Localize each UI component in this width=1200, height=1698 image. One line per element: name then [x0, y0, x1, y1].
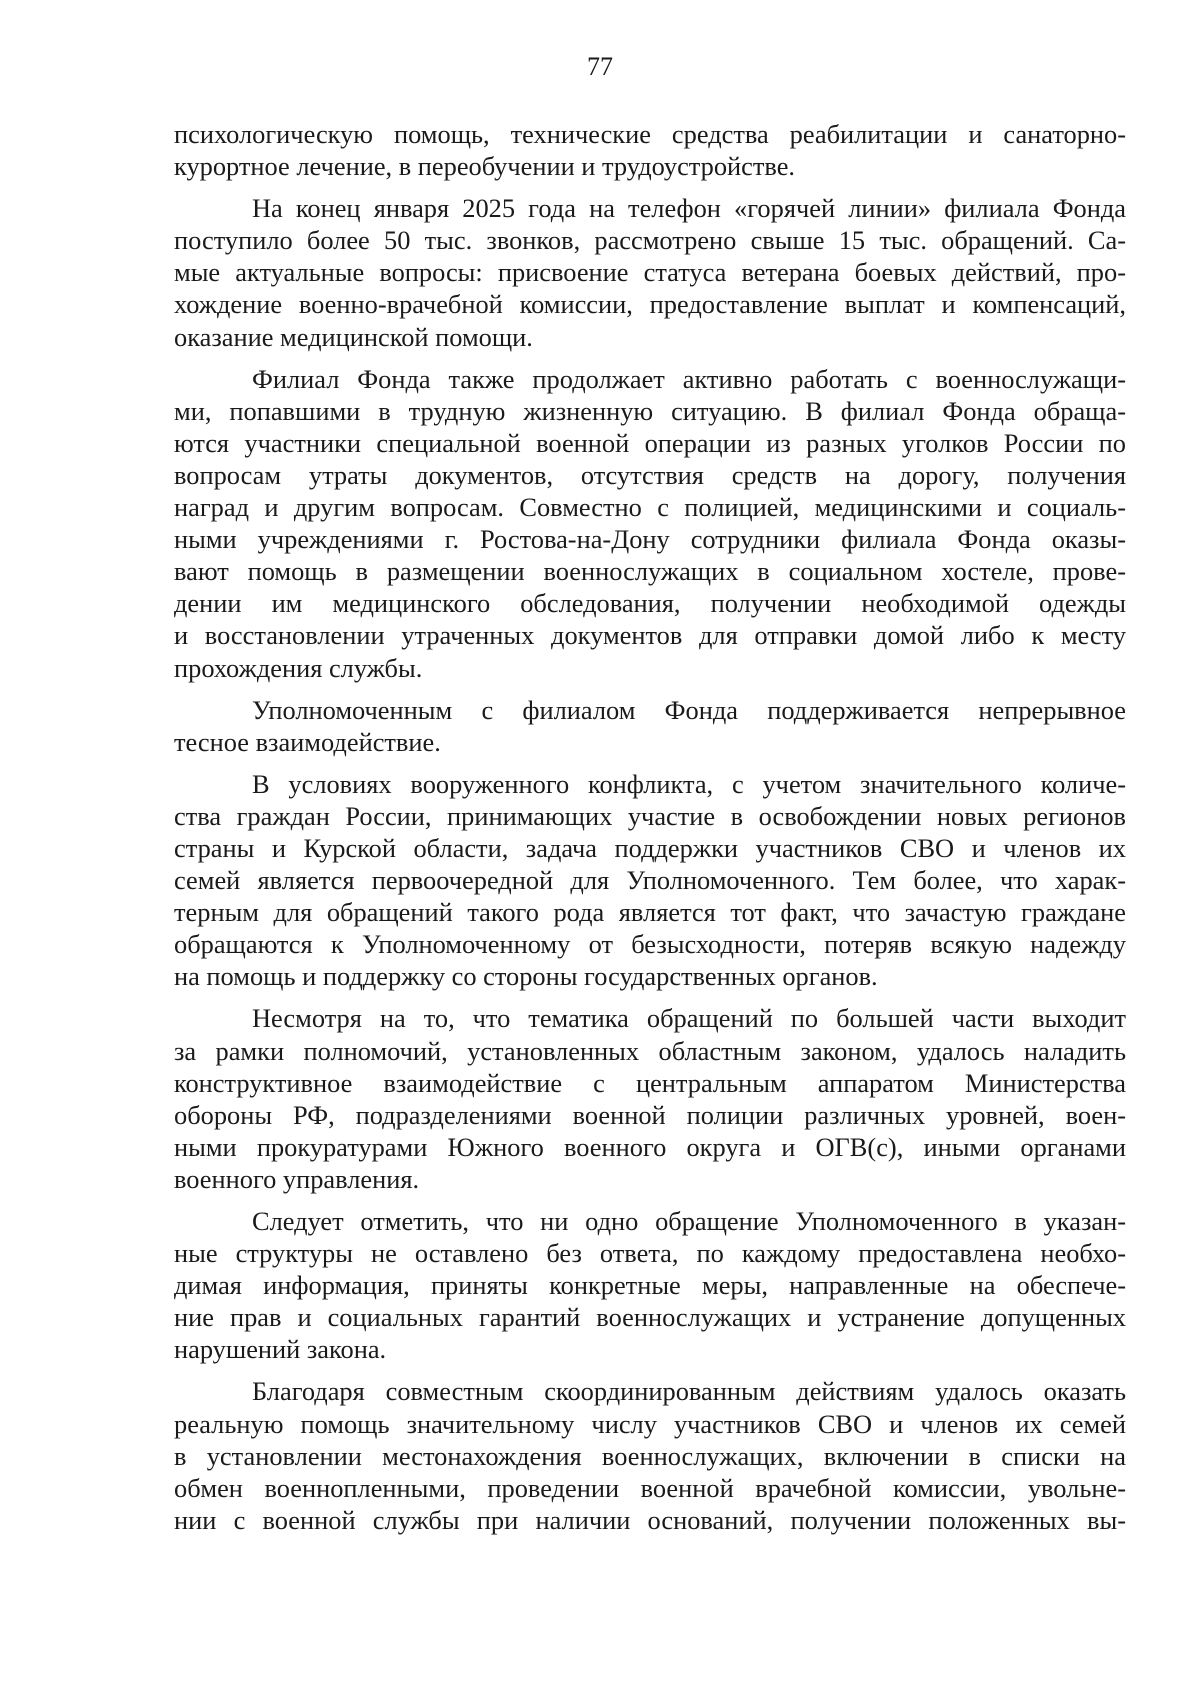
- text-line: военного управления.: [174, 1163, 420, 1194]
- text-line: обмен военнопленными, проведении военной врачебной комиссии, увольне-: [174, 1472, 1126, 1503]
- paragraph: [174, 1205, 1126, 1365]
- text-line: терным для обращений такого рода является тот факт, что зачастую граждане: [174, 897, 1126, 928]
- paragraph: [174, 768, 1126, 993]
- text-line: мые актуальные вопросы: присвоение статуса ветерана боевых действий, про-: [174, 257, 1126, 288]
- text-line: Уполномоченным с филиалом Фонда поддерживается непрерывное: [252, 694, 1126, 725]
- text-line: за рамки полномочий, установленных областным законом, удалось наладить: [174, 1035, 1126, 1066]
- text-line: прохождения службы.: [174, 652, 423, 683]
- body-text: [174, 118, 1126, 1546]
- text-line: семей является первоочередной для Уполномоченного. Тем более, что харак-: [174, 865, 1126, 896]
- text-line: тесное взаимодействие.: [174, 726, 441, 757]
- text-line: обороны РФ, подразделениями военной полиции различных уровней, воен-: [174, 1099, 1126, 1130]
- paragraph: [174, 192, 1126, 352]
- paragraph: [174, 1375, 1126, 1535]
- paragraph: [174, 1002, 1126, 1195]
- text-line: димая информация, приняты конкретные меры, направленные на обеспече-: [174, 1270, 1126, 1301]
- text-line: вопросам утраты документов, отсутствия средств на дорогу, получения: [174, 459, 1126, 490]
- paragraph: [174, 694, 1126, 758]
- text-line: обращаются к Уполномоченному от безысходности, потеряв всякую надежду: [174, 929, 1126, 960]
- text-line: вают помощь в размещении военнослужащих в социальном хостеле, прове-: [174, 556, 1126, 587]
- text-line: ются участники специальной военной операции из разных уголков России по: [174, 427, 1126, 458]
- text-line: и восстановлении утраченных документов для отправки домой либо к месту: [174, 620, 1126, 651]
- text-line: наград и другим вопросам. Совместно с полицией, медицинскими и социаль-: [174, 492, 1126, 523]
- text-line: ства граждан России, принимающих участие в освобождении новых регионов: [174, 800, 1126, 831]
- text-line: конструктивное взаимодействие с центральным аппаратом Министерства: [174, 1067, 1126, 1098]
- paragraph: [174, 118, 1126, 182]
- text-line: нарушений закона.: [174, 1334, 387, 1365]
- text-line: психологическую помощь, технические средства реабилитации и санаторно-: [174, 119, 1126, 149]
- text-line: страны и Курской области, задача поддержки участников СВО и членов их: [174, 832, 1126, 863]
- text-line: хождение военно-врачебной комиссии, предоставление выплат и компенсаций,: [174, 289, 1126, 320]
- text-line: в установлении местонахождения военнослужащих, включении в списки на: [174, 1440, 1126, 1471]
- text-line: Филиал Фонда также продолжает активно работать с военнослужащи-: [252, 363, 1126, 394]
- paragraph: [174, 363, 1126, 684]
- text-line: ными учреждениями г. Ростова-на-Дону сотрудники филиала Фонда оказы-: [174, 524, 1126, 555]
- text-line: Следует отметить, что ни одно обращение Уполномоченного в указан-: [252, 1206, 1126, 1236]
- text-line: На конец января 2025 года на телефон «горячей линии» филиала Фонда: [252, 193, 1126, 224]
- text-line: В условиях вооруженного конфликта, с учетом значительного количе-: [252, 768, 1126, 799]
- text-line: Несмотря на то, что тематика обращений по большей части выходит: [252, 1003, 1126, 1034]
- text-line: реальную помощь значительному числу участников СВО и членов их семей: [174, 1408, 1126, 1439]
- text-line: Благодаря совместным скоординированным действиям удалось оказать: [252, 1376, 1126, 1407]
- text-line: на помощь и поддержку со стороны государственных органов.: [174, 961, 878, 992]
- text-line: оказание медицинской помощи.: [174, 321, 533, 352]
- text-line: поступило более 50 тыс. звонков, рассмотрено свыше 15 тыс. обращений. Са-: [174, 225, 1126, 256]
- text-line: дении им медицинского обследования, получении необходимой одежды: [174, 588, 1126, 619]
- text-line: ми, попавшими в трудную жизненную ситуацию. В филиал Фонда обраща-: [174, 395, 1126, 426]
- page-number: 77: [587, 52, 613, 81]
- text-line: курортное лечение, в переобучении и трудоустройстве.: [174, 151, 796, 182]
- text-line: ные структуры не оставлено без ответа, по каждому предоставлена необхо-: [174, 1238, 1126, 1269]
- text-line: ние прав и социальных гарантий военнослужащих и устранение допущенных: [174, 1302, 1126, 1333]
- text-line: нии с военной службы при наличии оснований, получении положенных вы-: [174, 1504, 1126, 1535]
- text-line: ными прокуратурами Южного военного округа и ОГВ(с), иными органами: [174, 1131, 1126, 1162]
